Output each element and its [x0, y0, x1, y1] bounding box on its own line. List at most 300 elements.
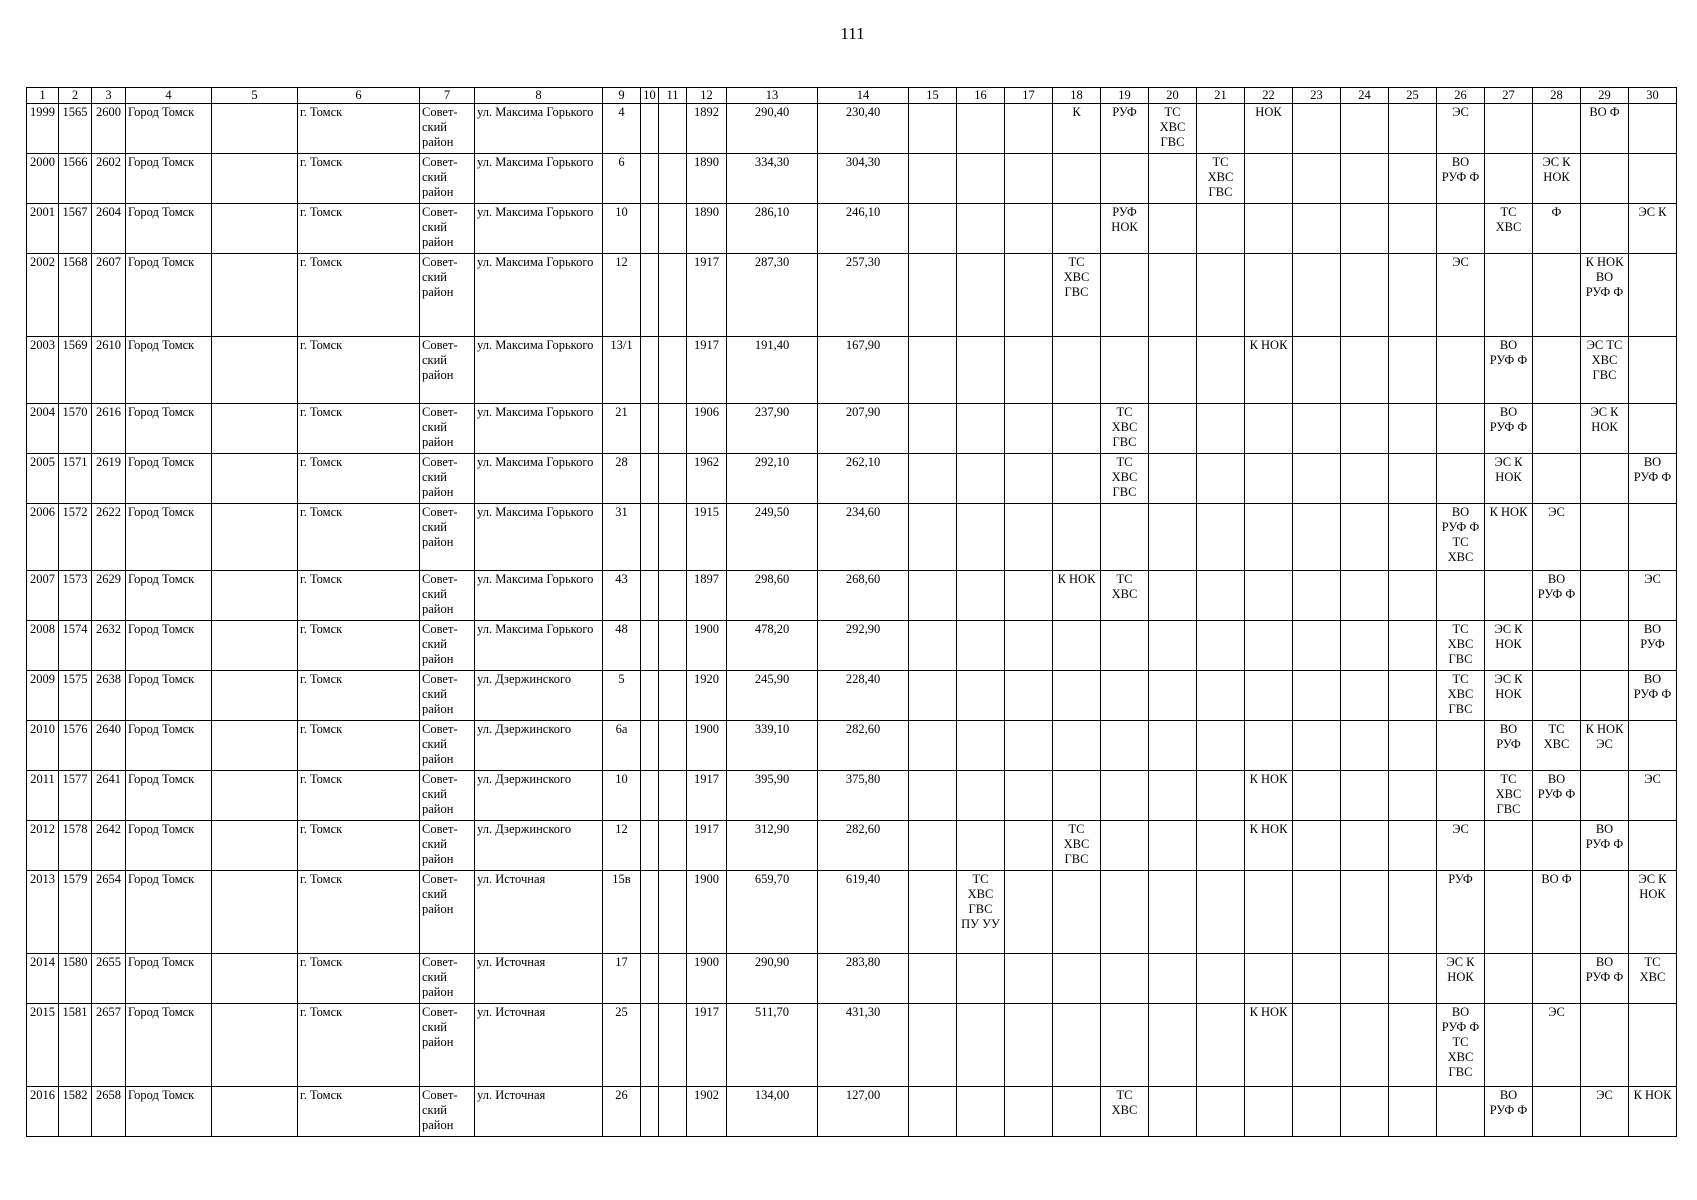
table-cell-col-4: Город Томск: [126, 954, 212, 1004]
table-cell-col-30: К НОК: [1629, 1087, 1677, 1137]
table-cell-col-18: [1053, 154, 1101, 204]
table-cell-col-7: Совет-ский район: [420, 954, 475, 1004]
table-cell-col-27: [1485, 104, 1533, 154]
table-cell-col-21: [1197, 1004, 1245, 1087]
table-cell-col-23: [1293, 771, 1341, 821]
table-cell-col-20: [1149, 454, 1197, 504]
table-cell-col-3: 2629: [92, 571, 126, 621]
column-header: 19: [1101, 88, 1149, 104]
table-cell-col-2: 1580: [59, 954, 92, 1004]
table-cell-col-28: ЭС К НОК: [1533, 154, 1581, 204]
table-cell-col-6: г. Томск: [298, 771, 420, 821]
table-cell-col-18: [1053, 504, 1101, 571]
table-cell-col-17: [1005, 454, 1053, 504]
table-cell-col-27: [1485, 954, 1533, 1004]
table-cell-col-18: [1053, 954, 1101, 1004]
table-cell-col-8: ул. Дзержинского: [475, 771, 603, 821]
table-cell-col-24: [1341, 254, 1389, 337]
table-cell-col-2: 1575: [59, 671, 92, 721]
table-row: [27, 621, 1677, 671]
page-number: 111: [840, 24, 865, 43]
table-cell-col-7: Совет-ский район: [420, 454, 475, 504]
table-cell-col-16: [957, 821, 1005, 871]
table-cell-col-18: ТС ХВС ГВС: [1053, 821, 1101, 871]
table-cell-col-14: 283,80: [818, 954, 909, 1004]
table-cell-col-23: [1293, 954, 1341, 1004]
table-cell-col-12: 1900: [687, 721, 727, 771]
table-cell-col-27: ЭС К НОК: [1485, 454, 1533, 504]
table-cell-col-6: г. Томск: [298, 254, 420, 337]
table-cell-col-4: Город Томск: [126, 1004, 212, 1087]
table-cell-col-22: К НОК: [1245, 1004, 1293, 1087]
table-cell-col-6: г. Томск: [298, 954, 420, 1004]
table-cell-col-18: [1053, 204, 1101, 254]
table-row: [27, 404, 1677, 454]
table-cell-col-30: ВО РУФ: [1629, 621, 1677, 671]
table-cell-col-14: 246,10: [818, 204, 909, 254]
table-cell-col-23: [1293, 1087, 1341, 1137]
table-cell-col-13: 290,90: [727, 954, 818, 1004]
table-cell-col-12: 1900: [687, 954, 727, 1004]
table-cell-col-1: 2008: [27, 621, 59, 671]
table-row: [27, 954, 1677, 1004]
table-cell-col-14: 282,60: [818, 821, 909, 871]
table-cell-col-30: [1629, 104, 1677, 154]
column-header: 28: [1533, 88, 1581, 104]
table-cell-col-9: 21: [603, 404, 641, 454]
table-cell-col-3: 2654: [92, 871, 126, 954]
table-cell-col-12: 1915: [687, 504, 727, 571]
table-cell-col-2: 1579: [59, 871, 92, 954]
table-cell-col-30: [1629, 504, 1677, 571]
table-cell-col-10: [641, 204, 659, 254]
table-cell-col-27: ЭС К НОК: [1485, 671, 1533, 721]
table-cell-col-13: 286,10: [727, 204, 818, 254]
table-cell-col-30: [1629, 821, 1677, 871]
table-cell-col-17: [1005, 571, 1053, 621]
table-row: [27, 871, 1677, 954]
column-header: 29: [1581, 88, 1629, 104]
table-cell-col-4: Город Томск: [126, 571, 212, 621]
table-cell-col-14: 207,90: [818, 404, 909, 454]
table-cell-col-4: Город Томск: [126, 871, 212, 954]
table-cell-col-19: [1101, 254, 1149, 337]
table-cell-col-10: [641, 671, 659, 721]
table-cell-col-2: 1577: [59, 771, 92, 821]
table-cell-col-22: [1245, 1087, 1293, 1137]
table-cell-col-3: 2616: [92, 404, 126, 454]
table-cell-col-16: [957, 104, 1005, 154]
table-cell-col-14: 230,40: [818, 104, 909, 154]
table-cell-col-3: 2622: [92, 504, 126, 571]
table-cell-col-4: Город Томск: [126, 254, 212, 337]
table-cell-col-28: [1533, 337, 1581, 404]
table-cell-col-20: [1149, 954, 1197, 1004]
table-cell-col-21: [1197, 721, 1245, 771]
table-cell-col-22: [1245, 871, 1293, 954]
table-cell-col-17: [1005, 337, 1053, 404]
table-cell-col-16: [957, 771, 1005, 821]
table-cell-col-1: 2009: [27, 671, 59, 721]
table-cell-col-12: 1897: [687, 571, 727, 621]
table-cell-col-15: [909, 254, 957, 337]
table-cell-col-5: [212, 821, 298, 871]
table-cell-col-29: [1581, 504, 1629, 571]
table-cell-col-2: 1573: [59, 571, 92, 621]
table-cell-col-17: [1005, 254, 1053, 337]
table-cell-col-11: [659, 204, 687, 254]
table-cell-col-12: 1892: [687, 104, 727, 154]
table-cell-col-28: [1533, 671, 1581, 721]
table-cell-col-11: [659, 721, 687, 771]
table-cell-col-15: [909, 871, 957, 954]
table-cell-col-7: Совет-ский район: [420, 337, 475, 404]
table-cell-col-27: [1485, 571, 1533, 621]
table-cell-col-7: Совет-ский район: [420, 1004, 475, 1087]
table-cell-col-27: ТС ХВС ГВС: [1485, 771, 1533, 821]
table-cell-col-6: г. Томск: [298, 871, 420, 954]
column-header: 27: [1485, 88, 1533, 104]
table-cell-col-27: ВО РУФ: [1485, 721, 1533, 771]
table-cell-col-11: [659, 104, 687, 154]
table-cell-col-8: ул. Дзержинского: [475, 671, 603, 721]
table-cell-col-18: [1053, 404, 1101, 454]
table-cell-col-14: 375,80: [818, 771, 909, 821]
table-cell-col-9: 17: [603, 954, 641, 1004]
table-cell-col-12: 1917: [687, 771, 727, 821]
table-cell-col-22: К НОК: [1245, 821, 1293, 871]
table-cell-col-18: К: [1053, 104, 1101, 154]
table-cell-col-24: [1341, 954, 1389, 1004]
table-row: [27, 204, 1677, 254]
table-cell-col-5: [212, 871, 298, 954]
table-cell-col-15: [909, 337, 957, 404]
table-cell-col-4: Город Томск: [126, 404, 212, 454]
table-cell-col-26: [1437, 337, 1485, 404]
table-cell-col-23: [1293, 154, 1341, 204]
table-cell-col-21: [1197, 571, 1245, 621]
table-cell-col-9: 4: [603, 104, 641, 154]
table-cell-col-25: [1389, 204, 1437, 254]
table-cell-col-29: ВО РУФ Ф: [1581, 954, 1629, 1004]
table-cell-col-13: 290,40: [727, 104, 818, 154]
table-row: [27, 721, 1677, 771]
table-cell-col-10: [641, 154, 659, 204]
table-cell-col-14: 262,10: [818, 454, 909, 504]
table-cell-col-13: 659,70: [727, 871, 818, 954]
table-cell-col-20: [1149, 721, 1197, 771]
table-cell-col-14: 257,30: [818, 254, 909, 337]
table-cell-col-30: ВО РУФ Ф: [1629, 671, 1677, 721]
table-cell-col-10: [641, 104, 659, 154]
table-cell-col-21: [1197, 504, 1245, 571]
table-cell-col-26: ЭС: [1437, 104, 1485, 154]
table-cell-col-16: [957, 254, 1005, 337]
table-cell-col-18: [1053, 621, 1101, 671]
table-cell-col-7: Совет-ский район: [420, 154, 475, 204]
table-cell-col-28: Ф: [1533, 204, 1581, 254]
table-cell-col-1: 2001: [27, 204, 59, 254]
table-cell-col-7: Совет-ский район: [420, 404, 475, 454]
table-cell-col-10: [641, 621, 659, 671]
table-cell-col-11: [659, 871, 687, 954]
table-cell-col-5: [212, 1004, 298, 1087]
table-cell-col-9: 43: [603, 571, 641, 621]
table-cell-col-28: [1533, 454, 1581, 504]
table-cell-col-12: 1906: [687, 404, 727, 454]
table-cell-col-28: [1533, 404, 1581, 454]
table-cell-col-11: [659, 571, 687, 621]
table-cell-col-6: г. Томск: [298, 1087, 420, 1137]
table-cell-col-23: [1293, 571, 1341, 621]
table-cell-col-16: [957, 154, 1005, 204]
table-cell-col-28: ВО РУФ Ф: [1533, 571, 1581, 621]
table-cell-col-12: 1890: [687, 154, 727, 204]
table-cell-col-11: [659, 671, 687, 721]
table-cell-col-17: [1005, 721, 1053, 771]
table-cell-col-8: ул. Максима Горького: [475, 154, 603, 204]
table-cell-col-29: ЭС ТС ХВС ГВС: [1581, 337, 1629, 404]
table-row: [27, 504, 1677, 571]
table-cell-col-20: [1149, 504, 1197, 571]
table-cell-col-23: [1293, 1004, 1341, 1087]
table-cell-col-14: 431,30: [818, 1004, 909, 1087]
table-cell-col-22: [1245, 721, 1293, 771]
table-cell-col-22: [1245, 954, 1293, 1004]
table-cell-col-25: [1389, 104, 1437, 154]
table-cell-col-13: 134,00: [727, 1087, 818, 1137]
table-cell-col-29: ЭС: [1581, 1087, 1629, 1137]
table-cell-col-19: [1101, 154, 1149, 204]
table-cell-col-1: 2002: [27, 254, 59, 337]
table-cell-col-2: 1576: [59, 721, 92, 771]
table-cell-col-25: [1389, 721, 1437, 771]
table-cell-col-5: [212, 571, 298, 621]
column-header: 21: [1197, 88, 1245, 104]
table-cell-col-13: 478,20: [727, 621, 818, 671]
table-cell-col-1: 2013: [27, 871, 59, 954]
table-cell-col-27: ВО РУФ Ф: [1485, 337, 1533, 404]
table-cell-col-14: 282,60: [818, 721, 909, 771]
table-cell-col-28: ВО РУФ Ф: [1533, 771, 1581, 821]
table-cell-col-23: [1293, 821, 1341, 871]
table-cell-col-19: [1101, 771, 1149, 821]
table-cell-col-2: 1578: [59, 821, 92, 871]
table-cell-col-26: [1437, 771, 1485, 821]
table-cell-col-18: [1053, 871, 1101, 954]
table-cell-col-29: [1581, 154, 1629, 204]
table-cell-col-18: [1053, 671, 1101, 721]
table-cell-col-9: 13/1: [603, 337, 641, 404]
table-cell-col-20: [1149, 621, 1197, 671]
table-cell-col-25: [1389, 404, 1437, 454]
table-cell-col-14: 228,40: [818, 671, 909, 721]
table-cell-col-24: [1341, 454, 1389, 504]
table-cell-col-8: ул. Источная: [475, 871, 603, 954]
column-header: 30: [1629, 88, 1677, 104]
table-cell-col-30: ТС ХВС: [1629, 954, 1677, 1004]
table-cell-col-15: [909, 571, 957, 621]
table-cell-col-20: [1149, 821, 1197, 871]
table-cell-col-12: 1920: [687, 671, 727, 721]
table-cell-col-19: [1101, 671, 1149, 721]
table-cell-col-5: [212, 771, 298, 821]
table-row: [27, 821, 1677, 871]
table-cell-col-3: 2641: [92, 771, 126, 821]
column-header: 24: [1341, 88, 1389, 104]
table-cell-col-16: [957, 721, 1005, 771]
table-cell-col-14: 234,60: [818, 504, 909, 571]
table-cell-col-6: г. Томск: [298, 154, 420, 204]
table-cell-col-17: [1005, 1087, 1053, 1137]
table-cell-col-1: 2004: [27, 404, 59, 454]
table-cell-col-13: 237,90: [727, 404, 818, 454]
table-cell-col-3: 2619: [92, 454, 126, 504]
table-cell-col-9: 6а: [603, 721, 641, 771]
table-cell-col-10: [641, 1004, 659, 1087]
table-cell-col-22: [1245, 254, 1293, 337]
table-cell-col-4: Город Томск: [126, 504, 212, 571]
table-cell-col-5: [212, 254, 298, 337]
table-cell-col-27: [1485, 254, 1533, 337]
table-cell-col-22: [1245, 454, 1293, 504]
table-cell-col-1: 2012: [27, 821, 59, 871]
table-cell-col-6: г. Томск: [298, 821, 420, 871]
table-cell-col-2: 1569: [59, 337, 92, 404]
table-cell-col-24: [1341, 504, 1389, 571]
table-cell-col-26: ЭС: [1437, 254, 1485, 337]
table-cell-col-7: Совет-ский район: [420, 254, 475, 337]
table-cell-col-14: 127,00: [818, 1087, 909, 1137]
table-cell-col-24: [1341, 104, 1389, 154]
table-cell-col-1: 2015: [27, 1004, 59, 1087]
table-cell-col-30: ЭС: [1629, 571, 1677, 621]
table-cell-col-26: ТС ХВС ГВС: [1437, 621, 1485, 671]
table-cell-col-3: 2655: [92, 954, 126, 1004]
table-cell-col-17: [1005, 871, 1053, 954]
table-cell-col-6: г. Томск: [298, 571, 420, 621]
table-cell-col-15: [909, 104, 957, 154]
table-cell-col-8: ул. Максима Горького: [475, 571, 603, 621]
table-cell-col-19: РУФ НОК: [1101, 204, 1149, 254]
table-cell-col-26: [1437, 204, 1485, 254]
column-header: 23: [1293, 88, 1341, 104]
table-cell-col-16: [957, 954, 1005, 1004]
table-cell-col-16: [957, 1087, 1005, 1137]
table-cell-col-24: [1341, 621, 1389, 671]
table-cell-col-25: [1389, 871, 1437, 954]
table-cell-col-23: [1293, 254, 1341, 337]
table-cell-col-23: [1293, 504, 1341, 571]
table-cell-col-1: 2014: [27, 954, 59, 1004]
table-cell-col-27: [1485, 821, 1533, 871]
table-cell-col-15: [909, 671, 957, 721]
table-cell-col-3: 2610: [92, 337, 126, 404]
table-cell-col-6: г. Томск: [298, 621, 420, 671]
table-cell-col-27: [1485, 1004, 1533, 1087]
table-cell-col-10: [641, 571, 659, 621]
table-cell-col-9: 15в: [603, 871, 641, 954]
table-cell-col-2: 1567: [59, 204, 92, 254]
table-cell-col-5: [212, 454, 298, 504]
table-cell-col-24: [1341, 871, 1389, 954]
table-cell-col-8: ул. Максима Горького: [475, 621, 603, 671]
table-cell-col-7: Совет-ский район: [420, 871, 475, 954]
table-cell-col-26: [1437, 571, 1485, 621]
table-cell-col-4: Город Томск: [126, 454, 212, 504]
table-cell-col-13: 334,30: [727, 154, 818, 204]
table-cell-col-6: г. Томск: [298, 104, 420, 154]
table-cell-col-8: ул. Максима Горького: [475, 454, 603, 504]
table-cell-col-21: [1197, 621, 1245, 671]
table-cell-col-3: 2640: [92, 721, 126, 771]
table-cell-col-26: ТС ХВС ГВС: [1437, 671, 1485, 721]
table-cell-col-5: [212, 154, 298, 204]
table-cell-col-18: ТС ХВС ГВС: [1053, 254, 1101, 337]
table-cell-col-16: [957, 404, 1005, 454]
table-cell-col-4: Город Томск: [126, 621, 212, 671]
table-cell-col-2: 1582: [59, 1087, 92, 1137]
table-cell-col-21: [1197, 871, 1245, 954]
table-cell-col-1: 1999: [27, 104, 59, 154]
table-cell-col-26: [1437, 721, 1485, 771]
table-cell-col-12: 1917: [687, 254, 727, 337]
table-cell-col-12: 1917: [687, 821, 727, 871]
table-cell-col-28: ЭС: [1533, 1004, 1581, 1087]
table-cell-col-12: 1962: [687, 454, 727, 504]
table-cell-col-1: 2005: [27, 454, 59, 504]
table-cell-col-19: ТС ХВС: [1101, 1087, 1149, 1137]
table-cell-col-24: [1341, 154, 1389, 204]
table-cell-col-16: [957, 204, 1005, 254]
table-cell-col-17: [1005, 104, 1053, 154]
table-cell-col-20: [1149, 204, 1197, 254]
table-cell-col-8: ул. Максима Горького: [475, 204, 603, 254]
table-cell-col-30: ЭС: [1629, 771, 1677, 821]
table-cell-col-22: [1245, 404, 1293, 454]
table-row: [27, 154, 1677, 204]
table-cell-col-4: Город Томск: [126, 337, 212, 404]
table-cell-col-3: 2657: [92, 1004, 126, 1087]
table-cell-col-3: 2658: [92, 1087, 126, 1137]
table-cell-col-3: 2600: [92, 104, 126, 154]
table-cell-col-11: [659, 404, 687, 454]
table-cell-col-9: 10: [603, 771, 641, 821]
table-cell-col-5: [212, 404, 298, 454]
table-cell-col-9: 26: [603, 1087, 641, 1137]
column-header: 9: [603, 88, 641, 104]
table-cell-col-21: [1197, 104, 1245, 154]
table-cell-col-19: [1101, 621, 1149, 671]
table-row: [27, 771, 1677, 821]
table-cell-col-28: [1533, 104, 1581, 154]
column-header: 11: [659, 88, 687, 104]
table-cell-col-26: ЭС: [1437, 821, 1485, 871]
table-cell-col-25: [1389, 821, 1437, 871]
table-cell-col-15: [909, 954, 957, 1004]
table-cell-col-14: 292,90: [818, 621, 909, 671]
column-header: 6: [298, 88, 420, 104]
table-cell-col-16: [957, 454, 1005, 504]
table-cell-col-19: ТС ХВС ГВС: [1101, 454, 1149, 504]
table-cell-col-11: [659, 621, 687, 671]
table-cell-col-24: [1341, 337, 1389, 404]
table-cell-col-13: 191,40: [727, 337, 818, 404]
table-cell-col-9: 25: [603, 1004, 641, 1087]
table-cell-col-7: Совет-ский район: [420, 204, 475, 254]
table-cell-col-23: [1293, 721, 1341, 771]
table-cell-col-10: [641, 404, 659, 454]
